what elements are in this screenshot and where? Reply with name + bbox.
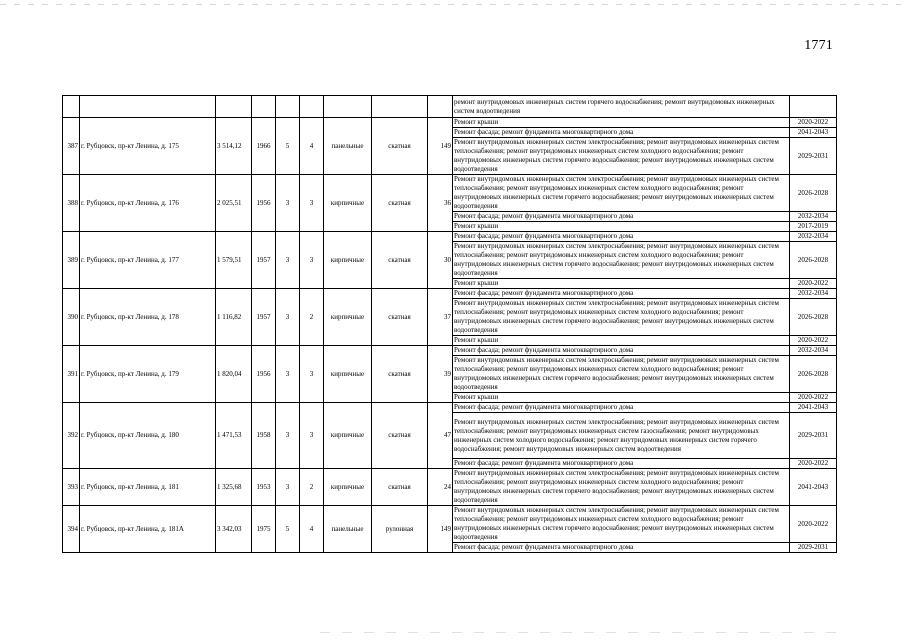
cell-num: 387 xyxy=(63,118,80,175)
cell-address: г. Рубцовск, пр-кт Ленина, д. 176 xyxy=(80,175,216,232)
cell-period: 2020-2022 xyxy=(790,336,837,346)
cell-apartments: 149 xyxy=(428,118,453,175)
cell-period: 2017-2019 xyxy=(790,222,837,232)
cell-num xyxy=(63,96,80,118)
cell-walls xyxy=(324,96,372,118)
cell-area: 1 471,53 xyxy=(216,403,252,469)
cell-floors: 3 xyxy=(276,289,300,346)
cell-work: Ремонт крыши xyxy=(453,118,790,128)
cell-period: 2020-2022 xyxy=(790,279,837,289)
cell-year: 1957 xyxy=(252,289,276,346)
cell-apartments: 37 xyxy=(428,289,453,346)
cell-floors: 3 xyxy=(276,403,300,469)
cell-roof: скатная xyxy=(372,469,428,506)
cell-walls: панельные xyxy=(324,506,372,553)
cell-work: Ремонт внутридомовых инженерных систем электроснабжения; ремонт внутридомовых инженерных систем теплоснабжения; ремонт внутридомовых инженерных систем холодного водоснабжения; ремонт внутридомовых инженерных систем горячего водоснабжения; ремонт внутридомовых инженерных систем водоотведения xyxy=(453,356,790,393)
cell-work: Ремонт крыши xyxy=(453,393,790,403)
cell-work: Ремонт внутридомовых инженерных систем электроснабжения; ремонт внутридомовых инженерных систем теплоснабжения; ремонт внутридомовых инженерных систем холодного водоснабжения; ремонт внутридомовых инженерных систем горячего водоснабжения; ремонт внутридомовых инженерных систем водоотведения xyxy=(453,506,790,543)
cell-period: 2020-2022 xyxy=(790,118,837,128)
page-number: 1771 xyxy=(804,38,833,53)
cell-roof: скатная xyxy=(372,118,428,175)
cell-work: Ремонт внутридомовых инженерных систем электроснабжения; ремонт внутридомовых инженерных систем теплоснабжения; ремонт внутридомовых инженерных систем холодного водоснабжения; ремонт внутридомовых инженерных систем горячего водоснабжения; ремонт внутридомовых инженерных систем водоотведения xyxy=(453,138,790,175)
cell-floors: 3 xyxy=(276,346,300,403)
cell-work: Ремонт крыши xyxy=(453,222,790,232)
cell-period: 2032-2034 xyxy=(790,232,837,242)
cell-entrances: 3 xyxy=(300,403,324,469)
cell-walls: кирпичные xyxy=(324,289,372,346)
cell-address: г. Рубцовск, пр-кт Ленина, д. 178 xyxy=(80,289,216,346)
cell-entrances: 3 xyxy=(300,175,324,232)
cell-num: 392 xyxy=(63,403,80,469)
cell-apartments: 39 xyxy=(428,346,453,403)
cell-work: Ремонт фасада; ремонт фундамента многоквартирного дома xyxy=(453,232,790,242)
cell-roof: скатная xyxy=(372,346,428,403)
cell-year: 1966 xyxy=(252,118,276,175)
cell-walls: панельные xyxy=(324,118,372,175)
cell-walls: кирпичные xyxy=(324,403,372,469)
cell-period: 2020-2022 xyxy=(790,393,837,403)
cell-apartments: 47 xyxy=(428,403,453,469)
cell-work: Ремонт фасада; ремонт фундамента многоквартирного дома xyxy=(453,403,790,413)
cell-area: 1 579,51 xyxy=(216,232,252,289)
cell-period: 2029-2031 xyxy=(790,413,837,459)
cell-period: 2032-2034 xyxy=(790,289,837,299)
cell-year: 1957 xyxy=(252,232,276,289)
cell-work: Ремонт внутридомовых инженерных систем электроснабжения; ремонт внутридомовых инженерных систем теплоснабжения; ремонт внутридомовых инженерных систем холодного водоснабжения; ремонт внутридомовых инженерных систем горячего водоснабжения; ремонт внутридомовых инженерных систем водоотведения xyxy=(453,299,790,336)
cell-num: 390 xyxy=(63,289,80,346)
cell-period xyxy=(790,96,837,118)
cell-num: 388 xyxy=(63,175,80,232)
cell-walls: кирпичные xyxy=(324,469,372,506)
cell-period: 2020-2022 xyxy=(790,459,837,469)
cell-entrances: 2 xyxy=(300,469,324,506)
cell-entrances: 4 xyxy=(300,506,324,553)
cell-walls: кирпичные xyxy=(324,346,372,403)
continuation-row xyxy=(63,96,837,118)
cell-area: 3 342,03 xyxy=(216,506,252,553)
cell-walls: кирпичные xyxy=(324,175,372,232)
cell-period: 2026-2028 xyxy=(790,299,837,336)
cell-work: Ремонт внутридомовых инженерных систем электроснабжения; ремонт внутридомовых инженерных систем теплоснабжения; ремонт внутридомовых инженерных систем холодного водоснабжения; ремонт внутридомовых инженерных систем горячего водоснабжения; ремонт внутридомовых инженерных систем водоотведения xyxy=(453,469,790,506)
cell-work: Ремонт фасада; ремонт фундамента многоквартирного дома xyxy=(453,128,790,138)
cell-period: 2032-2034 xyxy=(790,212,837,222)
cell-work: Ремонт крыши xyxy=(453,336,790,346)
cell-work: Ремонт фасада; ремонт фундамента многоквартирного дома xyxy=(453,212,790,222)
cell-year xyxy=(252,96,276,118)
cell-period: 2041-2043 xyxy=(790,469,837,506)
cell-work: Ремонт фасада; ремонт фундамента многоквартирного дома xyxy=(453,543,790,553)
cell-area: 1 820,04 xyxy=(216,346,252,403)
cell-num: 391 xyxy=(63,346,80,403)
cell-roof: скатная xyxy=(372,175,428,232)
cell-floors xyxy=(276,96,300,118)
register-body xyxy=(63,96,837,553)
cell-apartments xyxy=(428,96,453,118)
cell-entrances: 3 xyxy=(300,232,324,289)
cell-address: г. Рубцовск, пр-кт Ленина, д. 175 xyxy=(80,118,216,175)
cell-address xyxy=(80,96,216,118)
capital-repair-register-table xyxy=(62,95,837,553)
cell-floors: 5 xyxy=(276,118,300,175)
cell-period: 2041-2043 xyxy=(790,128,837,138)
cell-year: 1958 xyxy=(252,403,276,469)
cell-year: 1953 xyxy=(252,469,276,506)
cell-work: Ремонт фасада; ремонт фундамента многоквартирного дома xyxy=(453,346,790,356)
cell-work: Ремонт крыши xyxy=(453,279,790,289)
cell-period: 2029-2031 xyxy=(790,543,837,553)
record-row xyxy=(63,289,837,299)
cell-num: 393 xyxy=(63,469,80,506)
cell-period: 2026-2028 xyxy=(790,175,837,212)
cell-num: 394 xyxy=(63,506,80,553)
cell-work: ремонт внутридомовых инженерных систем горячего водоснабжения; ремонт внутридомовых инженерных систем водоотведения xyxy=(453,96,790,118)
cell-apartments: 24 xyxy=(428,469,453,506)
cell-work: Ремонт внутридомовых инженерных систем электроснабжения; ремонт внутридомовых инженерных систем теплоснабжения; ремонт внутридомовых инженерных систем холодного водоснабжения; ремонт внутридомовых инженерных систем горячего водоснабжения; ремонт внутридомовых инженерных систем водоотведения xyxy=(453,242,790,279)
cell-area: 2 025,51 xyxy=(216,175,252,232)
cell-period: 2020-2022 xyxy=(790,506,837,543)
cell-area: 1 325,68 xyxy=(216,469,252,506)
register-table-wrap xyxy=(62,95,836,553)
cell-floors: 3 xyxy=(276,232,300,289)
cell-num: 389 xyxy=(63,232,80,289)
record-row xyxy=(63,403,837,413)
record-row xyxy=(63,175,837,212)
cell-work: Ремонт фасада; ремонт фундамента многоквартирного дома xyxy=(453,459,790,469)
cell-roof: рулонная xyxy=(372,506,428,553)
cell-year: 1956 xyxy=(252,346,276,403)
cell-entrances: 2 xyxy=(300,289,324,346)
cell-period: 2032-2034 xyxy=(790,346,837,356)
cell-period: 2026-2028 xyxy=(790,242,837,279)
scan-edge-top xyxy=(0,4,901,5)
cell-area xyxy=(216,96,252,118)
cell-year: 1975 xyxy=(252,506,276,553)
cell-area: 1 116,82 xyxy=(216,289,252,346)
cell-period: 2029-2031 xyxy=(790,138,837,175)
record-row xyxy=(63,118,837,128)
cell-period: 2041-2043 xyxy=(790,403,837,413)
cell-floors: 3 xyxy=(276,175,300,232)
cell-roof: скатная xyxy=(372,232,428,289)
cell-year: 1956 xyxy=(252,175,276,232)
cell-roof: скатная xyxy=(372,289,428,346)
cell-period: 2026-2028 xyxy=(790,356,837,393)
record-row xyxy=(63,232,837,242)
record-row xyxy=(63,506,837,543)
scan-edge-bottom xyxy=(320,632,840,633)
cell-address: г. Рубцовск, пр-кт Ленина, д. 177 xyxy=(80,232,216,289)
cell-address: г. Рубцовск, пр-кт Ленина, д. 181 xyxy=(80,469,216,506)
cell-entrances xyxy=(300,96,324,118)
cell-apartments: 149 xyxy=(428,506,453,553)
cell-area: 3 514,12 xyxy=(216,118,252,175)
cell-roof xyxy=(372,96,428,118)
record-row xyxy=(63,469,837,506)
cell-roof: скатная xyxy=(372,403,428,469)
cell-apartments: 30 xyxy=(428,232,453,289)
cell-entrances: 3 xyxy=(300,346,324,403)
cell-address: г. Рубцовск, пр-кт Ленина, д. 179 xyxy=(80,346,216,403)
cell-floors: 5 xyxy=(276,506,300,553)
cell-apartments: 36 xyxy=(428,175,453,232)
cell-address: г. Рубцовск, пр-кт Ленина, д. 181А xyxy=(80,506,216,553)
cell-entrances: 4 xyxy=(300,118,324,175)
record-row xyxy=(63,346,837,356)
cell-floors: 3 xyxy=(276,469,300,506)
cell-address: г. Рубцовск, пр-кт Ленина, д. 180 xyxy=(80,403,216,469)
cell-work: Ремонт внутридомовых инженерных систем электроснабжения; ремонт внутридомовых инженерных систем теплоснабжения; ремонт внутридомовых инженерных систем газоснабжения; ремонт внутридомовых инженерных систем холодного водоснабжения; ремонт внутридомовых инженерных систем горячего водоснабжения; ремонт внутридомовых инженерных систем водоотведения xyxy=(453,413,790,459)
cell-walls: кирпичные xyxy=(324,232,372,289)
cell-work: Ремонт фасада; ремонт фундамента многоквартирного дома xyxy=(453,289,790,299)
cell-work: Ремонт внутридомовых инженерных систем электроснабжения; ремонт внутридомовых инженерных систем теплоснабжения; ремонт внутридомовых инженерных систем холодного водоснабжения; ремонт внутридомовых инженерных систем горячего водоснабжения; ремонт внутридомовых инженерных систем водоотведения xyxy=(453,175,790,212)
